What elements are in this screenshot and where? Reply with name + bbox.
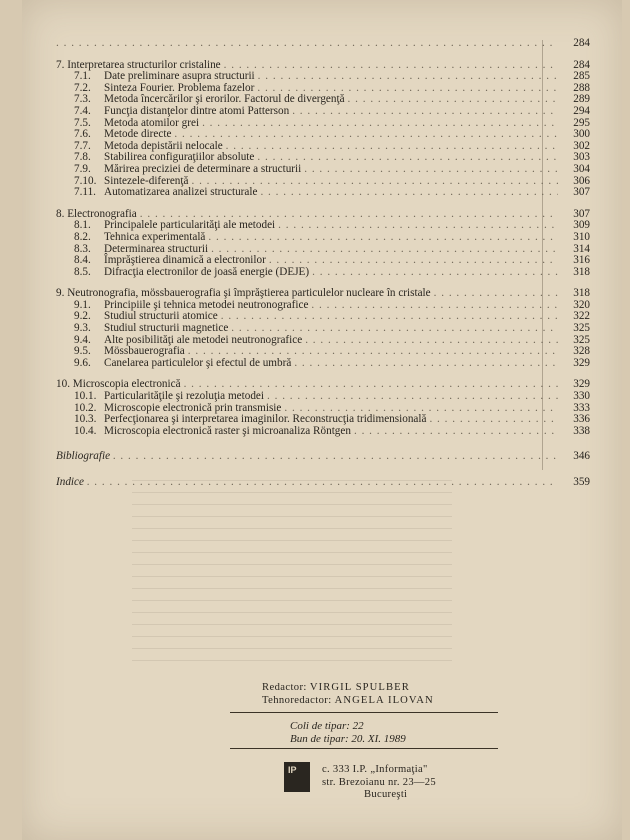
section-title: Perfecţionarea şi interpretarea imaginilor. Reconstrucţia tridimensională <box>104 413 427 426</box>
section-title: Stabilirea configuraţiilor absolute <box>104 151 255 164</box>
section-row: 7.1. Date preliminare asupra structurii . . . 285 <box>56 71 590 83</box>
section-title: Sintezele-diferenţă <box>104 174 189 187</box>
toc-continuation-row <box>56 38 590 50</box>
section-page: 325 <box>573 333 590 346</box>
chapter-10 <box>56 379 590 437</box>
publisher-logo-icon: IP <box>284 762 310 792</box>
section-row: 9.4. Alte posibilităţi ale metodei neutronografice . . . 325 <box>56 335 590 347</box>
chapter-number: 8. <box>56 207 65 220</box>
section-title: Sinteza Fourier. Problema fazelor <box>104 81 255 94</box>
section-page: 320 <box>573 298 590 311</box>
section-row: 7.6. Metode directe . . . 300 <box>56 129 590 141</box>
section-row: 7.2. Sinteza Fourier. Problema fazelor . . . 288 <box>56 83 590 95</box>
section-page: 316 <box>573 254 590 267</box>
section-page: 328 <box>573 345 590 358</box>
section-row: 7.10. Sintezele-diferenţă . . . 306 <box>56 176 590 188</box>
section-page: 336 <box>573 413 590 426</box>
section-row: 7.3. Metoda încercărilor şi erorilor. Factorul de divergenţă . . . 289 <box>56 94 590 106</box>
section-title: Metode directe <box>104 128 172 141</box>
publisher-order: c. 333 I.P. „Informaţia" <box>322 764 428 775</box>
section-title: Împrăştierea dinamică a electronilor <box>104 254 266 267</box>
section-page: 303 <box>573 151 590 164</box>
section-page: 288 <box>573 81 590 94</box>
section-title: Date preliminare asupra structurii <box>104 70 255 83</box>
section-page: 306 <box>573 174 590 187</box>
editor-name: VIRGIL SPULBER <box>309 682 410 693</box>
section-page: 309 <box>573 219 590 232</box>
chapter-title: Microscopia electronică <box>72 378 181 391</box>
chapter-page: 329 <box>573 378 590 391</box>
section-page: 314 <box>573 242 590 255</box>
section-title: Principiile şi tehnica metodei neutronografice <box>104 298 309 311</box>
index-page: 359 <box>573 476 590 488</box>
section-row: 10.3. Perfecţionarea şi interpretarea imaginilor. Reconstrucţia tridimensională . . . 336 <box>56 414 590 426</box>
section-row: 10.2. Microscopie electronică prin transmisie . . . 333 <box>56 403 590 415</box>
section-title: Metoda încercărilor şi erorilor. Factorul de divergenţă <box>104 93 345 106</box>
section-page: 307 <box>573 186 590 199</box>
credits-block <box>262 682 434 707</box>
chapter-number: 10. <box>56 378 70 391</box>
chapter-page: 284 <box>573 58 590 71</box>
section-title: Mărirea preciziei de determinare a structurii <box>104 162 302 175</box>
section-page: 295 <box>573 116 590 129</box>
section-page: 289 <box>573 93 590 106</box>
section-title: Funcţia distanţelor dintre atomi Patterson <box>104 104 290 117</box>
index-row <box>56 477 590 489</box>
bibliography-row <box>56 451 590 463</box>
print-approved: Bun de tipar: 20. XI. 1989 <box>290 732 406 745</box>
section-row: 9.2. Studiul structurii atomice . . . 322 <box>56 311 590 323</box>
section-row: 7.5. Metoda atomilor grei . . . 295 <box>56 118 590 130</box>
section-row: 9.5. Mössbauerografia . . . 328 <box>56 346 590 358</box>
section-page: 285 <box>573 70 590 83</box>
publisher-city: Bucureşti <box>364 789 408 800</box>
section-page: 294 <box>573 104 590 117</box>
chapter-title: Electronografia <box>67 207 137 220</box>
section-row: 8.5. Difracţia electronilor de joasă energie (DEJE) . . . 318 <box>56 267 590 279</box>
section-page: 300 <box>573 128 590 141</box>
techeditor-line: Tehnoredactor: ANGELA ILOVAN <box>262 694 434 706</box>
bibliography-title: Bibliografie <box>56 450 111 463</box>
section-page: 302 <box>573 139 590 152</box>
section-row: 8.1. Principalele particularităţi ale metodei . . . 309 <box>56 220 590 232</box>
publisher-block <box>322 764 436 802</box>
divider-rule <box>230 748 498 749</box>
section-page: 304 <box>573 162 590 175</box>
section-title: Canelarea particulelor şi efectul de umbră <box>104 356 292 369</box>
chapter-page: 318 <box>573 287 590 300</box>
section-page: 325 <box>573 322 590 335</box>
section-row: 7.9. Mărirea preciziei de determinare a structurii . . . 304 <box>56 164 590 176</box>
section-title: Automatizarea analizei structurale <box>104 186 258 199</box>
section-row: 10.1. Particularităţile şi rezoluţia metodei . . . 330 <box>56 391 590 403</box>
chapter-page: 307 <box>573 207 590 220</box>
print-info <box>290 720 406 745</box>
section-page: 338 <box>573 424 590 437</box>
show-through-text <box>132 480 452 680</box>
publisher-street: str. Brezoianu nr. 23—25 <box>322 776 437 788</box>
section-title: Studiul structurii magnetice <box>104 322 229 335</box>
section-row: 7.4. Funcţia distanţelor dintre atomi Patterson . . . 294 <box>56 106 590 118</box>
book-page <box>22 0 622 840</box>
section-title: Difracţia electronilor de joasă energie (DEJE) <box>104 265 310 278</box>
section-page: 318 <box>573 265 590 278</box>
chapter-title: Neutronografia, mössbauerografia şi împrăştierea particulelor nucleare în cristale <box>67 287 431 300</box>
editor-line: Redactor: VIRGIL SPULBER <box>262 682 410 693</box>
section-row: 9.1. Principiile şi tehnica metodei neutronografice . . . 320 <box>56 300 590 312</box>
section-row: 9.3. Studiul structurii magnetice . . . 325 <box>56 323 590 335</box>
section-title: Principalele particularităţi ale metodei <box>104 219 276 232</box>
section-title: Alte posibilităţi ale metodei neutronografice <box>104 333 303 346</box>
section-title: Metoda depistării nelocale <box>104 139 223 152</box>
section-title: Metoda atomilor grei <box>104 116 200 129</box>
section-row: 9.6. Canelarea particulelor şi efectul de umbră . . . 329 <box>56 358 590 370</box>
section-row: 8.3. Determinarea structurii . . . 314 <box>56 244 590 256</box>
section-page: 329 <box>573 356 590 369</box>
section-row: 7.11. Automatizarea analizei structurale . . . 307 <box>56 187 590 199</box>
chapter-number: 9. <box>56 287 65 300</box>
chapter-8 <box>56 209 590 279</box>
section-title: Microscopia electronică raster şi microanaliza Röntgen <box>104 424 351 437</box>
section-row: 10.4. Microscopia electronică raster şi microanaliza Röntgen . . . 338 <box>56 426 590 438</box>
section-row: 7.7. Metoda depistării nelocale . . . 302 <box>56 141 590 153</box>
bibliography-page: 346 <box>573 450 590 463</box>
section-title: Microscopie electronică prin transmisie <box>104 401 282 414</box>
table-of-contents <box>56 38 590 489</box>
section-page: 330 <box>573 390 590 403</box>
toc-page-number: 284 <box>573 37 590 49</box>
chapter-9 <box>56 288 590 369</box>
techeditor-name: ANGELA ILOVAN <box>334 694 434 706</box>
section-row: 7.8. Stabilirea configuraţiilor absolute . . . 303 <box>56 152 590 164</box>
chapter-7 <box>56 60 590 199</box>
divider-rule <box>230 712 498 713</box>
index-title: Indice <box>56 476 84 488</box>
section-title: Mössbauerografia <box>104 345 185 358</box>
section-page: 333 <box>573 401 590 414</box>
print-sheets: Coli de tipar: 22 <box>290 720 364 732</box>
section-title: Tehnica experimentală <box>104 230 206 243</box>
section-page: 322 <box>573 310 590 323</box>
chapter-title: Interpretarea structurilor cristaline <box>67 58 221 71</box>
section-title: Particularităţile şi rezoluţia metodei <box>104 390 264 403</box>
chapter-number: 7. <box>56 58 65 71</box>
section-title: Studiul structurii atomice <box>104 310 218 323</box>
section-page: 310 <box>573 230 590 243</box>
section-row: 8.4. Împrăştierea dinamică a electronilor . . . 316 <box>56 255 590 267</box>
section-title: Determinarea structurii <box>104 242 209 255</box>
section-row: 8.2. Tehnica experimentală . . . 310 <box>56 232 590 244</box>
